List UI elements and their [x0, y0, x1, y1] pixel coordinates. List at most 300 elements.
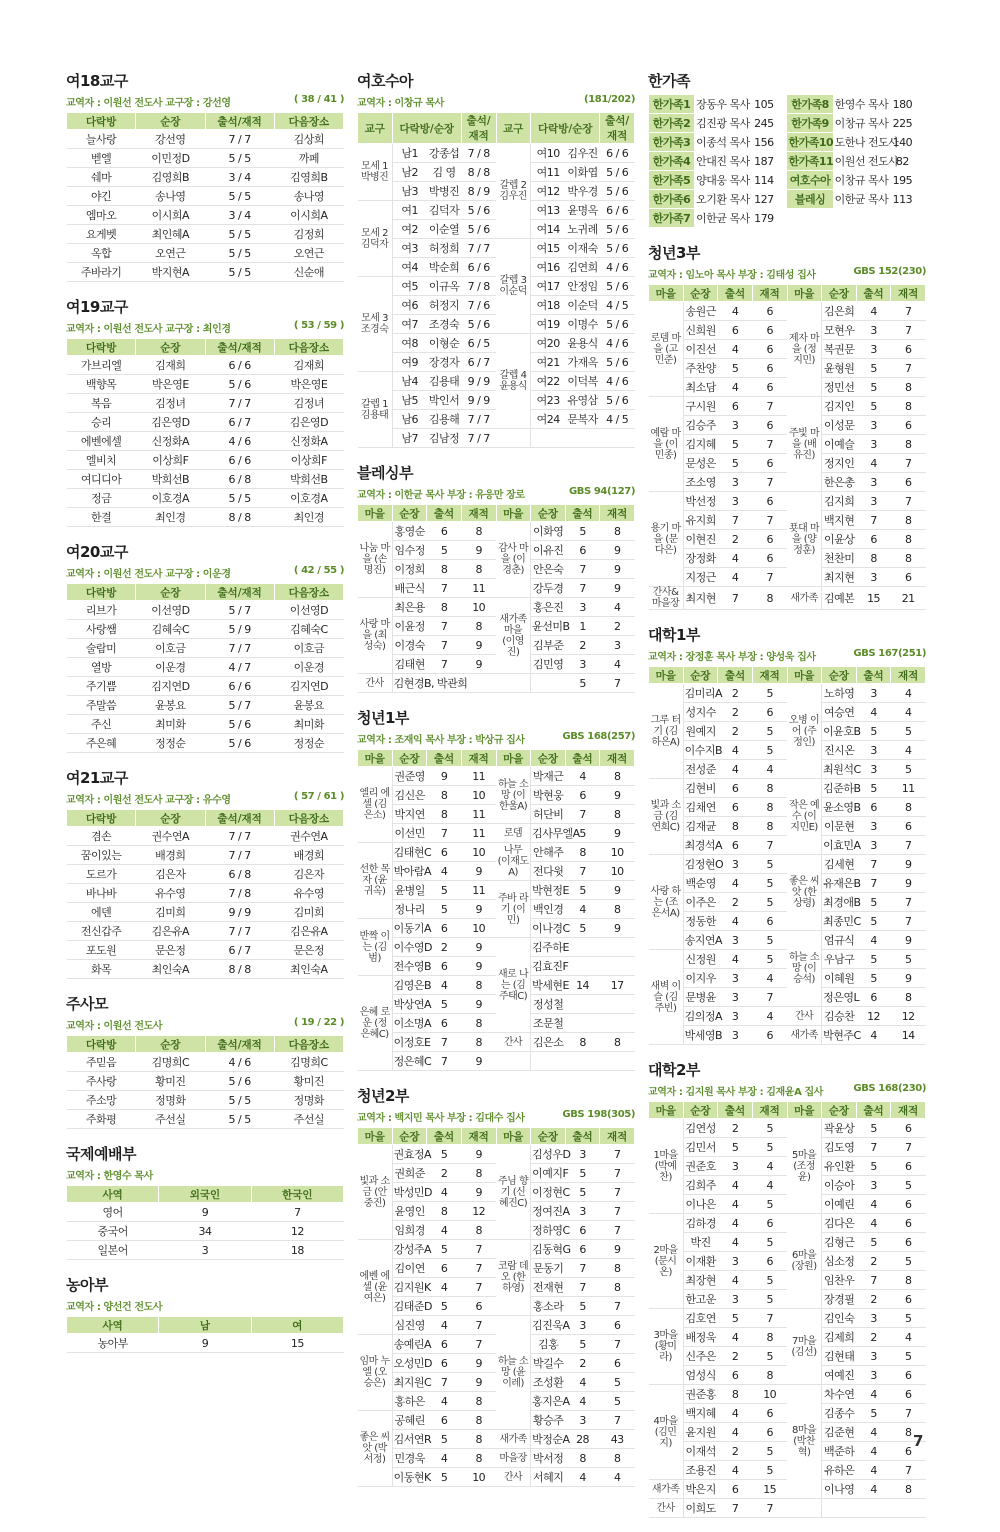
table-cell: 11 [461, 579, 496, 598]
table-cell: 도한나 전도사 [833, 133, 879, 152]
table-cell: 5 [565, 824, 600, 843]
table-row [358, 1430, 635, 1449]
table-cell: 까페 [274, 149, 343, 168]
column-header: 순장 [683, 285, 718, 302]
column-header: 재적 [891, 285, 926, 302]
table-cell: 김진광 목사 [695, 114, 741, 133]
table-cell: 신정원 [683, 950, 718, 969]
table-cell: 8 [891, 378, 926, 397]
table-cell: 7 / 7 [205, 394, 274, 413]
table-cell: 9 [600, 1240, 635, 1259]
table-cell: 4 [891, 703, 926, 722]
table-cell: 최소담 [683, 378, 718, 397]
table-cell: 7 / 7 [461, 429, 496, 448]
table-cell: 8 [461, 1014, 496, 1033]
table-cell: 김상희 [274, 130, 343, 149]
table-cell: 6 [752, 359, 787, 378]
column-header: 재적 [752, 285, 787, 302]
table-cell: 5 [427, 995, 462, 1014]
table-cell: 5 [565, 522, 600, 541]
table-cell: 2 [718, 893, 753, 912]
table-cell: 8 [891, 530, 926, 549]
table-cell: 5 [427, 1468, 462, 1487]
table-cell: 4 [856, 1385, 891, 1404]
table-cell: 8 [752, 1366, 787, 1385]
table-cell: 박현정E [531, 881, 566, 900]
section-info [66, 94, 344, 109]
table-cell: 노하영 [822, 684, 857, 703]
table-cell: 3 [856, 684, 891, 703]
section-table [357, 1127, 635, 1487]
table-cell: 이호경A [136, 489, 205, 508]
section-info [66, 1017, 344, 1032]
table-cell: 245 [741, 114, 787, 133]
table-cell: 4 [718, 874, 753, 893]
table-cell: 15 [251, 1334, 343, 1353]
table-cell: 5 / 6 [461, 201, 496, 220]
table-cell: 한가족2 [649, 114, 695, 133]
table-cell: 8 [565, 843, 600, 862]
table-cell: 8 [752, 779, 787, 798]
table-cell: 윤형원 [822, 359, 857, 378]
column-3 [648, 70, 926, 1532]
table-cell: 5 [600, 1392, 635, 1411]
table-cell: 195 [879, 171, 925, 190]
column-header: 마을 [496, 505, 531, 522]
header-row [358, 505, 635, 522]
table-cell: 김지연D [136, 677, 205, 696]
table-cell: 12 [856, 1007, 891, 1026]
group-label: 하늘 소망 (이한울A) [496, 767, 531, 824]
table-cell: 여디디아 [67, 470, 136, 489]
table-row [67, 1222, 344, 1241]
column-header: 재적 [752, 667, 787, 684]
table-cell: 5 [752, 855, 787, 874]
column-header: 순장 [136, 1036, 205, 1053]
table-cell: 엄성식 [683, 1366, 718, 1385]
staff-info: 교역자 : 이원선 전도사 교구장 : 유수영 [66, 795, 231, 806]
table-cell: 2 [600, 617, 635, 636]
table-cell: 이경숙 [392, 636, 427, 655]
table-cell: 7 [600, 1164, 635, 1183]
table-row [67, 1110, 344, 1129]
table-cell: 6 [565, 1240, 600, 1259]
table-cell: 7 / 7 [461, 239, 496, 258]
column-header: 마을 [496, 1128, 531, 1145]
group-label: 3마을 (황미라) [649, 1309, 684, 1385]
table-cell: 6 [891, 1442, 926, 1461]
table-cell: 김사무엘A [531, 824, 566, 843]
table-cell: 8 [891, 549, 926, 568]
table-cell: 6 [718, 798, 753, 817]
table-cell: 오연근 [274, 244, 343, 263]
table-cell: 전수영B [392, 957, 427, 976]
table-cell: 140 [879, 133, 925, 152]
table-cell: 4 [565, 1392, 600, 1411]
table-cell: 5 [427, 1240, 462, 1259]
table-cell: 8 [461, 1164, 496, 1183]
table-cell: 6 [427, 1335, 462, 1354]
section-title: 여18교구 [66, 72, 128, 90]
table-cell: 2 [718, 1119, 753, 1138]
table-cell: 곽윤상 [822, 1119, 857, 1138]
staff-info: 교역자 : 조재익 목사 부장 : 박상규 집사 [357, 735, 525, 746]
table-cell: 김정현O [683, 855, 718, 874]
table-cell: 한가족1 [649, 95, 695, 114]
table-cell: 8 [600, 900, 635, 919]
table-cell: 윤봉요 [274, 696, 343, 715]
table-cell: 4 [600, 655, 635, 674]
table-row [67, 903, 344, 922]
table-cell: 여13 [531, 201, 566, 220]
table-cell: 82 [879, 152, 925, 171]
table-cell: 5 [856, 1157, 891, 1176]
table-cell: 심진영 [392, 1316, 427, 1335]
group-label: 로뎀 마을 (고민준) [649, 302, 684, 397]
table-cell: 최인경 [136, 508, 205, 527]
table-cell: 이상희F [136, 451, 205, 470]
group-label: 새로 나는 (김주태C) [496, 938, 531, 1033]
table-cell: 4 [856, 1480, 891, 1499]
staff-info: 교역자 : 이한균 목사 부장 : 유응만 장로 [357, 490, 525, 501]
table-cell: 7 [461, 1259, 496, 1278]
table-cell: 10 [461, 919, 496, 938]
table-cell: 179 [741, 209, 787, 228]
table-cell: 5 / 6 [600, 315, 635, 334]
table-cell: 3 [565, 1316, 600, 1335]
table-cell: 이동기A [392, 919, 427, 938]
column-header: 출석 [856, 285, 891, 302]
table-cell: 김인숙 [822, 1309, 857, 1328]
table-cell: 이선민 [392, 824, 427, 843]
table-cell: 여예진 [822, 1366, 857, 1385]
table-cell: 4 / 6 [205, 432, 274, 451]
table-cell: 박병진 [427, 182, 462, 201]
group-label: 7마을 (김선) [787, 1309, 822, 1385]
table-cell: 5 [752, 741, 787, 760]
table-cell: 문복자 [565, 410, 600, 429]
table-cell: 5 / 9 [205, 620, 274, 639]
table-cell [565, 957, 600, 976]
group-label: 오병 이어 (주정인) [787, 684, 822, 779]
table-cell: 한가족5 [649, 171, 695, 190]
group-label: 하늘 소망 (윤이레) [496, 1316, 531, 1430]
column-header: 출석 [718, 1102, 753, 1119]
table-cell: 심소정 [822, 1252, 857, 1271]
table-cell: 4 [427, 1221, 462, 1240]
table-cell: 11 [461, 881, 496, 900]
table-cell: 8 [461, 617, 496, 636]
table-cell: 3 / 4 [205, 206, 274, 225]
section-info [648, 1083, 926, 1098]
table-cell: 김지연D [274, 677, 343, 696]
table-cell: 7 [565, 862, 600, 881]
table-cell: 3 [718, 473, 753, 492]
group-label: 갈렙 3 이순덕 [496, 239, 531, 334]
table-cell: 9 / 9 [461, 391, 496, 410]
table-cell: 4 [718, 1271, 753, 1290]
table-cell: 김연희 [565, 258, 600, 277]
table-cell: 김진욱A [531, 1316, 566, 1335]
table-cell: 주사랑 [67, 1072, 136, 1091]
table-cell: 6 / 6 [600, 144, 635, 163]
table-cell: 김희주 [683, 1176, 718, 1195]
table-cell: 김신은 [392, 786, 427, 805]
attendance-count: ( 57 / 61 ) [293, 791, 344, 802]
table-cell: 이명수 [565, 315, 600, 334]
table-cell: 8 [461, 560, 496, 579]
table-row [649, 587, 926, 610]
table-cell: 여22 [531, 372, 566, 391]
table-cell: 7 [718, 587, 753, 610]
table-cell: 4 / 5 [600, 296, 635, 315]
table-cell: 6 [600, 1354, 635, 1373]
column-header: 다락방 [67, 113, 136, 130]
table-cell: 8 [752, 1328, 787, 1347]
table-cell: 이재환 [683, 1252, 718, 1271]
table-cell: 5 [752, 1442, 787, 1461]
table-row [649, 779, 926, 798]
table-cell: 4 [856, 1214, 891, 1233]
table-cell: 신순애 [274, 263, 343, 282]
table-cell: 4 [565, 767, 600, 786]
table-cell: 6 [718, 779, 753, 798]
table-cell: 6 [427, 1354, 462, 1373]
table-row [358, 1052, 635, 1071]
table-cell: 장경자 [427, 353, 462, 372]
table-cell [531, 1052, 566, 1071]
table-cell: 2 [718, 1347, 753, 1366]
table-cell: 블레싱 [787, 190, 833, 209]
table-cell: 3 [718, 1252, 753, 1271]
table-cell: 주화평 [67, 1110, 136, 1129]
table-cell: 5 [427, 541, 462, 560]
column-header: 마을 [649, 285, 684, 302]
column-header: 사역 [67, 1186, 159, 1203]
table-cell: 꿈이있는 [67, 846, 136, 865]
table-row [358, 824, 635, 843]
section-table [357, 112, 635, 448]
table-cell: 7 [565, 560, 600, 579]
table-cell: 박서정 [531, 1449, 566, 1468]
table-cell: 4 [891, 684, 926, 703]
table-cell [822, 1499, 857, 1518]
group-label: 에벤 에셀 (윤여은) [358, 1240, 393, 1335]
table-row [67, 130, 344, 149]
table-cell: 남2 [392, 163, 427, 182]
table-cell: 김지원K [392, 1278, 427, 1297]
table-cell: 7 [461, 1316, 496, 1335]
table-cell: 5 [856, 1233, 891, 1252]
column-header: 출석 [565, 505, 600, 522]
table-row [67, 1241, 344, 1260]
table-cell: 3 [718, 969, 753, 988]
table-cell: 최인혜A [136, 225, 205, 244]
table-cell: 여8 [392, 334, 427, 353]
table-cell: 여10 [531, 144, 566, 163]
table-cell: 김제희 [822, 1328, 857, 1347]
column-header: 순장 [822, 285, 857, 302]
table-cell: 3 [856, 817, 891, 836]
table-cell: 7 / 7 [205, 639, 274, 658]
table-cell: 10 [600, 862, 635, 881]
table-cell: 정정순 [136, 734, 205, 753]
table-cell: 6 [752, 1252, 787, 1271]
table-cell: 강성주A [392, 1240, 427, 1259]
table-cell: 이재숙 [565, 239, 600, 258]
table-cell: 5 [856, 950, 891, 969]
table-cell: 벧엘 [67, 149, 136, 168]
table-cell: 김하경 [683, 1214, 718, 1233]
table-cell: 5 [752, 1119, 787, 1138]
table-row [67, 375, 344, 394]
table-cell: 9 [159, 1203, 251, 1222]
table-cell: 5 / 7 [205, 696, 274, 715]
column-header: 재적 [600, 1128, 635, 1145]
table-cell: 6 / 6 [205, 451, 274, 470]
table-cell: 이시희A [136, 206, 205, 225]
table-cell: 8 [461, 1411, 496, 1430]
table-cell: 이윤정 [392, 617, 427, 636]
table-cell: 배경희 [274, 846, 343, 865]
table-cell: 4 [718, 549, 753, 568]
table-cell: 최장현 [683, 1271, 718, 1290]
table-cell: 영어 [67, 1203, 159, 1222]
column-header: 다락방 [67, 339, 136, 356]
table-cell: 4 [718, 1328, 753, 1347]
table-cell: 이시희A [274, 206, 343, 225]
table-cell: 4 [565, 1373, 600, 1392]
column-header: 순장 [136, 113, 205, 130]
table-cell: 이민정D [136, 149, 205, 168]
table-cell: 쉐마 [67, 168, 136, 187]
table-cell: 야긴 [67, 187, 136, 206]
table-cell: 5 [718, 435, 753, 454]
table-cell: 6 [752, 340, 787, 359]
table-cell: 5 [856, 969, 891, 988]
table-cell: 6 [752, 530, 787, 549]
section-table [66, 1316, 344, 1353]
table-cell: 김서연R [392, 1430, 427, 1449]
table-cell: 에덴 [67, 903, 136, 922]
column-header: 순장 [822, 1102, 857, 1119]
column-header: 마을 [787, 285, 822, 302]
table-row [358, 598, 635, 617]
table-cell: 10 [461, 598, 496, 617]
table-row [358, 239, 635, 258]
column-header: 재적 [461, 505, 496, 522]
table-cell: 8 [461, 1430, 496, 1449]
table-cell: 7 [752, 473, 787, 492]
table-cell: 이정호E [392, 1033, 427, 1052]
table-cell: 2 [856, 1252, 891, 1271]
table-cell: 7 [752, 988, 787, 1007]
staff-info: 교역자 : 양선건 전도사 [66, 1302, 163, 1313]
section-title: 청년2부 [357, 1087, 409, 1105]
table-cell: 6 [427, 522, 462, 541]
table-cell: 허정희 [427, 239, 462, 258]
table-cell: 5 / 6 [600, 220, 635, 239]
section-청년2부 [357, 1085, 635, 1487]
column-header: 마을 [358, 1128, 393, 1145]
table-cell: 7 / 7 [205, 922, 274, 941]
column-header: 남 [159, 1317, 251, 1334]
staff-info: 교역자 : 이원선 전도사 [66, 1021, 163, 1032]
attendance-count: GBS 168(257) [562, 731, 635, 742]
table-cell: 10 [461, 1468, 496, 1487]
section-한가족 [648, 70, 926, 228]
table-cell: 6 [856, 530, 891, 549]
section-여20교구 [66, 541, 344, 753]
table-cell: 6 [856, 798, 891, 817]
table-cell: 조용진 [683, 1461, 718, 1480]
table-cell: 김정녀 [274, 394, 343, 413]
table-cell: 김은소 [531, 1033, 566, 1052]
table-cell: 이나영 [822, 1480, 857, 1499]
table-row [67, 244, 344, 263]
table-cell: 엘비치 [67, 451, 136, 470]
group-label: 간사 [496, 1033, 531, 1052]
table-cell: 백지혜 [683, 1404, 718, 1423]
section-table [66, 112, 344, 282]
table-cell: 5 [565, 1335, 600, 1354]
section-title: 여호수아 [357, 72, 413, 90]
group-label: 4마을 (김민지) [649, 1385, 684, 1480]
table-cell: 2 [718, 1442, 753, 1461]
column-header: 순장 [392, 505, 427, 522]
section-table [648, 284, 926, 610]
table-cell: 이상희F [274, 451, 343, 470]
attendance-count: ( 53 / 59 ) [293, 320, 344, 331]
table-cell: 9 [461, 938, 496, 957]
table-cell: 7 / 7 [205, 827, 274, 846]
column-header: 순장 [683, 1102, 718, 1119]
table-cell: 6 [752, 1404, 787, 1423]
section-title: 대학1부 [648, 626, 700, 644]
table-cell: 주믿음 [67, 1053, 136, 1072]
table-cell: 4 / 6 [600, 372, 635, 391]
table-cell: 여17 [531, 277, 566, 296]
table-cell: 5 / 5 [205, 244, 274, 263]
column-header: 출석/재적 [205, 810, 274, 827]
table-row [358, 767, 635, 786]
table-cell: 이유진 [531, 541, 566, 560]
table-cell: 9 [600, 560, 635, 579]
table-cell: 5 [565, 881, 600, 900]
group-label: 코람 데오 (한하영) [496, 1240, 531, 1316]
table-cell: 천찬미 [822, 549, 857, 568]
group-label: 간사 [496, 1468, 531, 1487]
table-cell: 정금 [67, 489, 136, 508]
table-cell: 정은영L [822, 988, 857, 1007]
group-label: 좋은 씨앗 (한상령) [787, 855, 822, 931]
table-cell: 7 [565, 1259, 600, 1278]
group-label: 갈렙 4 윤용식 [496, 334, 531, 429]
table-cell: 5 [427, 1430, 462, 1449]
table-row [67, 620, 344, 639]
table-cell: 최인숙A [274, 960, 343, 979]
table-cell: 정나리 [392, 900, 427, 919]
table-cell: 8 [461, 1221, 496, 1240]
table-cell: 리브가 [67, 601, 136, 620]
table-cell: 4 [718, 912, 753, 931]
table-cell: 3 / 4 [205, 168, 274, 187]
table-cell: 7 [752, 435, 787, 454]
table-cell: 한은총 [822, 473, 857, 492]
table-cell: 10 [461, 843, 496, 862]
table-cell: 한가족3 [649, 133, 695, 152]
table-cell: 9 [461, 636, 496, 655]
